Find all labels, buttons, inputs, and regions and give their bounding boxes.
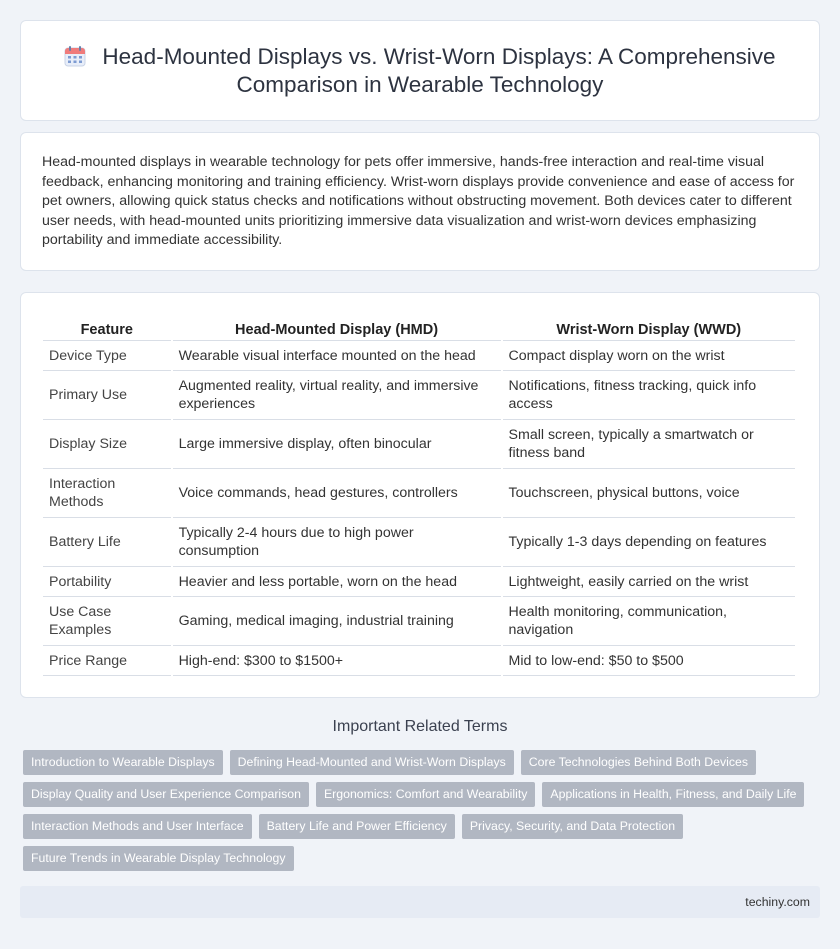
related-tag[interactable]: Privacy, Security, and Data Protection: [462, 814, 683, 839]
related-terms-tags: [23, 750, 823, 878]
wwd-cell: Compact display worn on the wrist: [503, 341, 795, 371]
table-row: [43, 597, 795, 646]
tag-row: [23, 814, 823, 839]
related-tag[interactable]: Core Technologies Behind Both Devices: [521, 750, 756, 775]
feature-cell: Battery Life: [43, 518, 171, 567]
wwd-cell: Notifications, fitness tracking, quick info access: [503, 371, 795, 420]
feature-cell: Primary Use: [43, 371, 171, 420]
intro-card: [20, 132, 820, 271]
hmd-cell: Large immersive display, often binocular: [173, 420, 501, 469]
title-wrap: [21, 43, 819, 99]
hmd-cell: Heavier and less portable, worn on the head: [173, 567, 501, 597]
hmd-cell: Gaming, medical imaging, industrial training: [173, 597, 501, 646]
hmd-cell: Typically 2-4 hours due to high power consumption: [173, 518, 501, 567]
comparison-card: [20, 292, 820, 698]
table-row: [43, 567, 795, 597]
table-row: [43, 518, 795, 567]
wwd-cell: Typically 1-3 days depending on features: [503, 518, 795, 567]
wwd-cell: Mid to low-end: $50 to $500: [503, 646, 795, 676]
related-tag[interactable]: Display Quality and User Experience Comparison: [23, 782, 309, 807]
hmd-cell: Voice commands, head gestures, controllers: [173, 469, 501, 518]
footer-site-link[interactable]: techiny.com: [745, 895, 810, 909]
related-tag[interactable]: Future Trends in Wearable Display Technology: [23, 846, 294, 871]
title-card: [20, 20, 820, 121]
feature-cell: Price Range: [43, 646, 171, 676]
wwd-cell: Small screen, typically a smartwatch or fitness band: [503, 420, 795, 469]
table-row: [43, 646, 795, 676]
feature-cell: Device Type: [43, 341, 171, 371]
wwd-cell: Touchscreen, physical buttons, voice: [503, 469, 795, 518]
related-terms-title: Important Related Terms: [332, 718, 508, 735]
wwd-cell: Lightweight, easily carried on the wrist: [503, 567, 795, 597]
table-header-row: [43, 311, 795, 341]
table-row: [43, 371, 795, 420]
related-tag[interactable]: Applications in Health, Fitness, and Daily Life: [542, 782, 804, 807]
page-title: [61, 43, 779, 99]
table-row: [43, 420, 795, 469]
related-tag[interactable]: Defining Head-Mounted and Wrist-Worn Displays: [230, 750, 514, 775]
footer: [20, 886, 820, 918]
header-feature: Feature: [43, 311, 171, 341]
page-title-text: Head-Mounted Displays vs. Wrist-Worn Displays: A Comprehensive Comparison in Wearable Technology: [102, 43, 776, 97]
hmd-cell: High-end: $300 to $1500+: [173, 646, 501, 676]
table-row: [43, 469, 795, 518]
calendar-icon: [64, 45, 86, 67]
wwd-cell: Health monitoring, communication, navigation: [503, 597, 795, 646]
intro-paragraph: Head-mounted displays in wearable technology for pets offer immersive, hands-free interaction and real-time visual feedback, enhancing monitoring and training efficiency. Wrist-worn displays provide convenience and ease of access for pet owners, allowing quick status checks and notifications without obstructing movement. Both devices cater to different user needs, with head-mounted units prioritizing immersive data visualization and wrist-worn devices emphasizing portability and immediate accessibility.: [42, 154, 795, 248]
tag-row: [23, 750, 823, 775]
tag-row: [23, 782, 823, 807]
feature-cell: Display Size: [43, 420, 171, 469]
hmd-cell: Augmented reality, virtual reality, and immersive experiences: [173, 371, 501, 420]
feature-cell: Use Case Examples: [43, 597, 171, 646]
related-tag[interactable]: Interaction Methods and User Interface: [23, 814, 252, 839]
table-row: [43, 341, 795, 371]
hmd-cell: Wearable visual interface mounted on the head: [173, 341, 501, 371]
feature-cell: Portability: [43, 567, 171, 597]
related-tag[interactable]: Battery Life and Power Efficiency: [259, 814, 455, 839]
feature-cell: Interaction Methods: [43, 469, 171, 518]
header-hmd: Head-Mounted Display (HMD): [173, 311, 501, 341]
header-wwd: Wrist-Worn Display (WWD): [503, 311, 795, 341]
comparison-table: [41, 311, 797, 676]
related-tag[interactable]: Introduction to Wearable Displays: [23, 750, 223, 775]
tag-row: [23, 846, 823, 871]
related-tag[interactable]: Ergonomics: Comfort and Wearability: [316, 782, 535, 807]
